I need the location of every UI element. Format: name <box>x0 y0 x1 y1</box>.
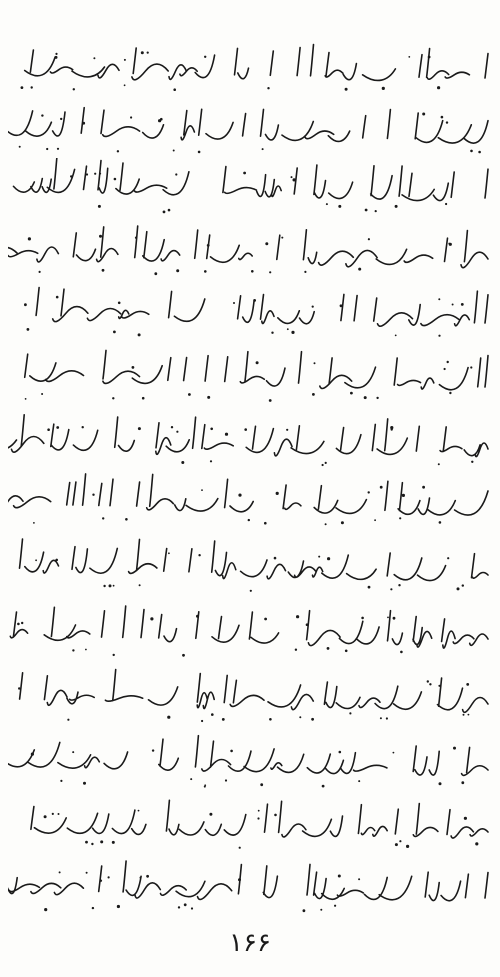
handwriting-stroke <box>8 472 492 532</box>
manuscript-line <box>8 858 492 918</box>
manuscript-lines <box>8 0 492 977</box>
manuscript-line <box>8 222 492 282</box>
manuscript-line <box>8 283 492 343</box>
handwriting-stroke <box>8 733 492 793</box>
handwriting-stroke <box>8 38 492 98</box>
handwriting-stroke <box>8 538 492 598</box>
manuscript-line <box>8 412 492 472</box>
manuscript-line <box>8 538 492 598</box>
manuscript-line <box>8 667 492 727</box>
handwriting-stroke <box>8 222 492 282</box>
handwriting-stroke <box>8 412 492 472</box>
manuscript-line <box>8 100 492 160</box>
handwriting-stroke <box>8 602 492 662</box>
manuscript-line <box>8 602 492 662</box>
manuscript-line <box>8 158 492 218</box>
manuscript-line <box>8 472 492 532</box>
handwriting-stroke <box>8 158 492 218</box>
manuscript-line <box>8 38 492 98</box>
folio-number: ۱۶۶ <box>229 928 271 958</box>
manuscript-line <box>8 795 492 855</box>
handwriting-stroke <box>8 347 492 407</box>
handwriting-stroke <box>8 667 492 727</box>
handwriting-stroke <box>8 858 492 918</box>
handwriting-stroke <box>8 283 492 343</box>
manuscript-line <box>8 347 492 407</box>
manuscript-line <box>8 733 492 793</box>
handwriting-stroke <box>8 795 492 855</box>
handwriting-stroke <box>8 100 492 160</box>
